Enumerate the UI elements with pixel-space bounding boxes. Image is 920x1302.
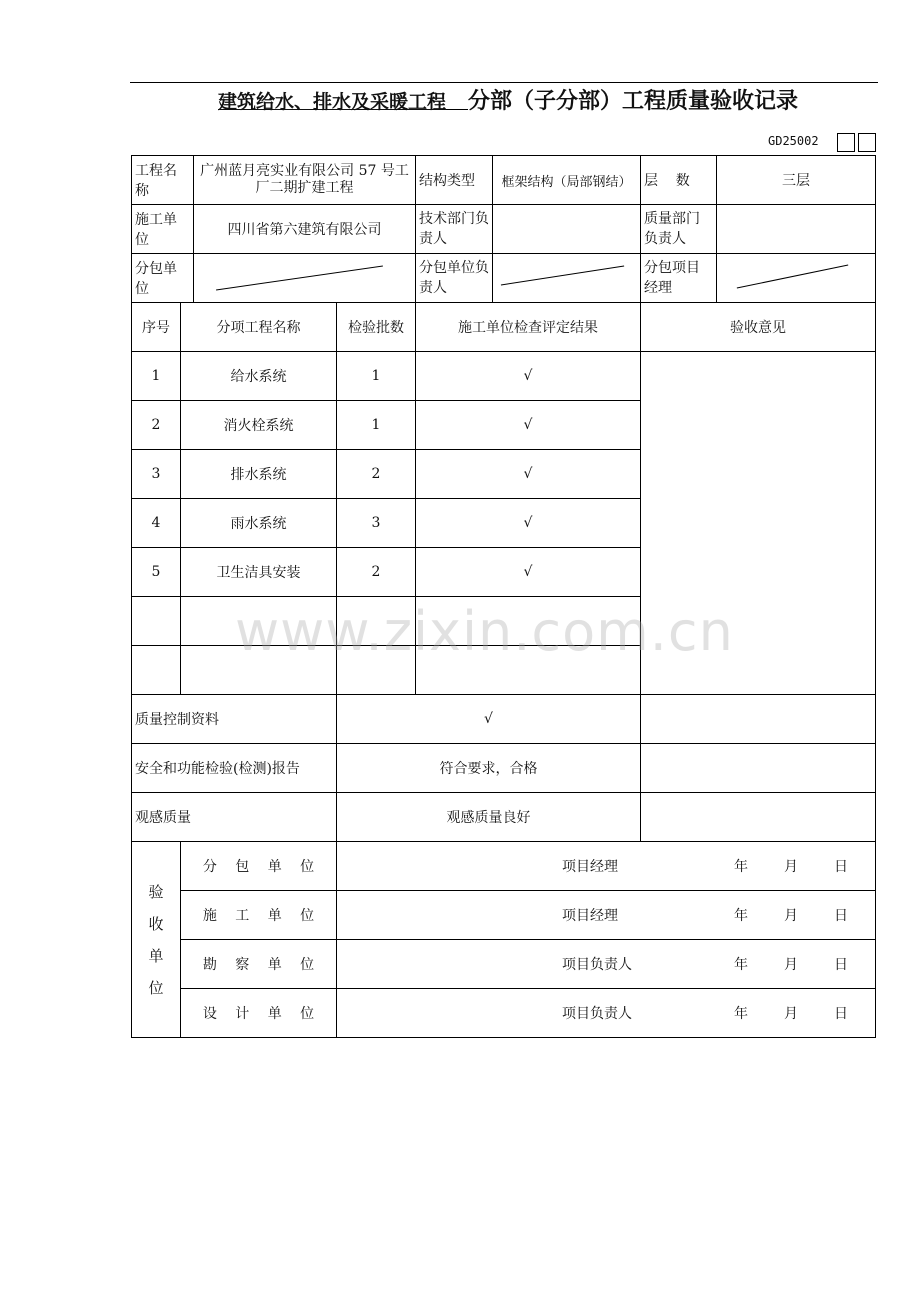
opinion-cell[interactable] — [641, 352, 876, 695]
acceptance-label: 验 收 单 位 — [132, 842, 181, 1038]
row-no: 2 — [132, 401, 181, 450]
page-title — [218, 84, 798, 115]
floors-value: 三层 — [717, 156, 876, 205]
row-no: 4 — [132, 499, 181, 548]
check-value: 观感质量良好 — [337, 793, 641, 842]
row-no: 3 — [132, 450, 181, 499]
row-count[interactable] — [337, 646, 416, 695]
unit-name: 设 计 单 位 — [181, 989, 337, 1038]
row-name[interactable] — [181, 646, 337, 695]
row-name: 给水系统 — [181, 352, 337, 401]
form-code: GD25002 — [768, 134, 819, 148]
unit-name: 施 工 单 位 — [181, 891, 337, 940]
sub-head-label: 分包单位负责人 — [416, 254, 493, 303]
row-result: √ — [416, 450, 641, 499]
top-rule — [130, 82, 878, 83]
col-header-result: 施工单位检查评定结果 — [416, 303, 641, 352]
unit-name: 勘 察 单 位 — [181, 940, 337, 989]
check-value: 符合要求，合格 — [337, 744, 641, 793]
strike-line — [493, 254, 640, 302]
project-name: 广州蓝月亮实业有限公司 57 号工厂二期扩建工程 — [194, 156, 416, 205]
row-name: 雨水系统 — [181, 499, 337, 548]
title-underline-gap — [446, 89, 468, 110]
row-result: √ — [416, 548, 641, 597]
col-header-name: 分项工程名称 — [181, 303, 337, 352]
check-value: √ — [337, 695, 641, 744]
check-row — [132, 793, 876, 842]
row-no[interactable] — [132, 646, 181, 695]
subcontractor-value[interactable] — [194, 254, 416, 303]
tech-head-value[interactable] — [493, 205, 641, 254]
strike-line — [717, 254, 875, 302]
structure-value: 框架结构（局部钢结） — [493, 156, 641, 205]
role-label: 项目经理 — [562, 859, 618, 875]
contractor-label: 施工单位 — [132, 205, 194, 254]
record-table — [131, 155, 876, 1038]
row-result: √ — [416, 499, 641, 548]
role-label: 项目经理 — [562, 908, 618, 924]
row-no: 1 — [132, 352, 181, 401]
unit-name: 分 包 单 位 — [181, 842, 337, 891]
row-no: 5 — [132, 548, 181, 597]
check-opinion[interactable] — [641, 744, 876, 793]
col-header-count: 检验批数 — [337, 303, 416, 352]
tech-head-label: 技术部门负责人 — [416, 205, 493, 254]
signature-cell[interactable]: 项目经理 年 月 日 — [337, 891, 876, 940]
acceptance-row — [132, 940, 876, 989]
code-box-2[interactable] — [858, 133, 876, 152]
signature-cell[interactable]: 项目负责人 年 月 日 — [337, 940, 876, 989]
watermark: www.zixin.com.cn — [235, 600, 734, 663]
signature-cell[interactable]: 项目负责人 年 月 日 — [337, 989, 876, 1038]
row-count: 2 — [337, 548, 416, 597]
strike-line — [194, 254, 415, 302]
col-header-no: 序号 — [132, 303, 181, 352]
row-result[interactable] — [416, 646, 641, 695]
row-count[interactable] — [337, 597, 416, 646]
floors-label: 层 数 — [641, 156, 717, 205]
check-opinion[interactable] — [641, 695, 876, 744]
quality-head-value[interactable] — [717, 205, 876, 254]
row-count: 1 — [337, 401, 416, 450]
sub-pm-label: 分包项目经理 — [641, 254, 717, 303]
col-header-opinion: 验收意见 — [641, 303, 876, 352]
project-name-label: 工程名称 — [132, 156, 194, 205]
check-row — [132, 695, 876, 744]
row-name: 排水系统 — [181, 450, 337, 499]
row-count: 3 — [337, 499, 416, 548]
acceptance-row — [132, 842, 876, 891]
sub-pm-value[interactable] — [717, 254, 876, 303]
check-opinion[interactable] — [641, 793, 876, 842]
row-count: 1 — [337, 352, 416, 401]
role-label: 项目负责人 — [562, 957, 632, 973]
acceptance-row — [132, 989, 876, 1038]
title-left: 建筑给水、排水及采暖工程 — [218, 91, 447, 113]
row-name: 消火栓系统 — [181, 401, 337, 450]
check-row — [132, 744, 876, 793]
role-label: 项目负责人 — [562, 1006, 632, 1022]
row-no[interactable] — [132, 597, 181, 646]
row-count: 2 — [337, 450, 416, 499]
row-result: √ — [416, 352, 641, 401]
row-name: 卫生洁具安装 — [181, 548, 337, 597]
acceptance-row — [132, 891, 876, 940]
check-label: 质量控制资料 — [132, 695, 337, 744]
quality-head-label: 质量部门负责人 — [641, 205, 717, 254]
row-name[interactable] — [181, 597, 337, 646]
sub-head-value[interactable] — [493, 254, 641, 303]
row-result[interactable] — [416, 597, 641, 646]
subcontractor-label: 分包单位 — [132, 254, 194, 303]
title-right: 分部（子分部）工程质量验收记录 — [468, 89, 799, 114]
check-label: 安全和功能检验(检测)报告 — [132, 744, 337, 793]
signature-cell[interactable]: 项目经理 年 月 日 — [337, 842, 876, 891]
check-label: 观感质量 — [132, 793, 337, 842]
structure-label: 结构类型 — [416, 156, 493, 205]
row-result: √ — [416, 401, 641, 450]
table-row — [132, 352, 876, 401]
code-box-1[interactable] — [837, 133, 855, 152]
contractor-value: 四川省第六建筑有限公司 — [194, 205, 416, 254]
